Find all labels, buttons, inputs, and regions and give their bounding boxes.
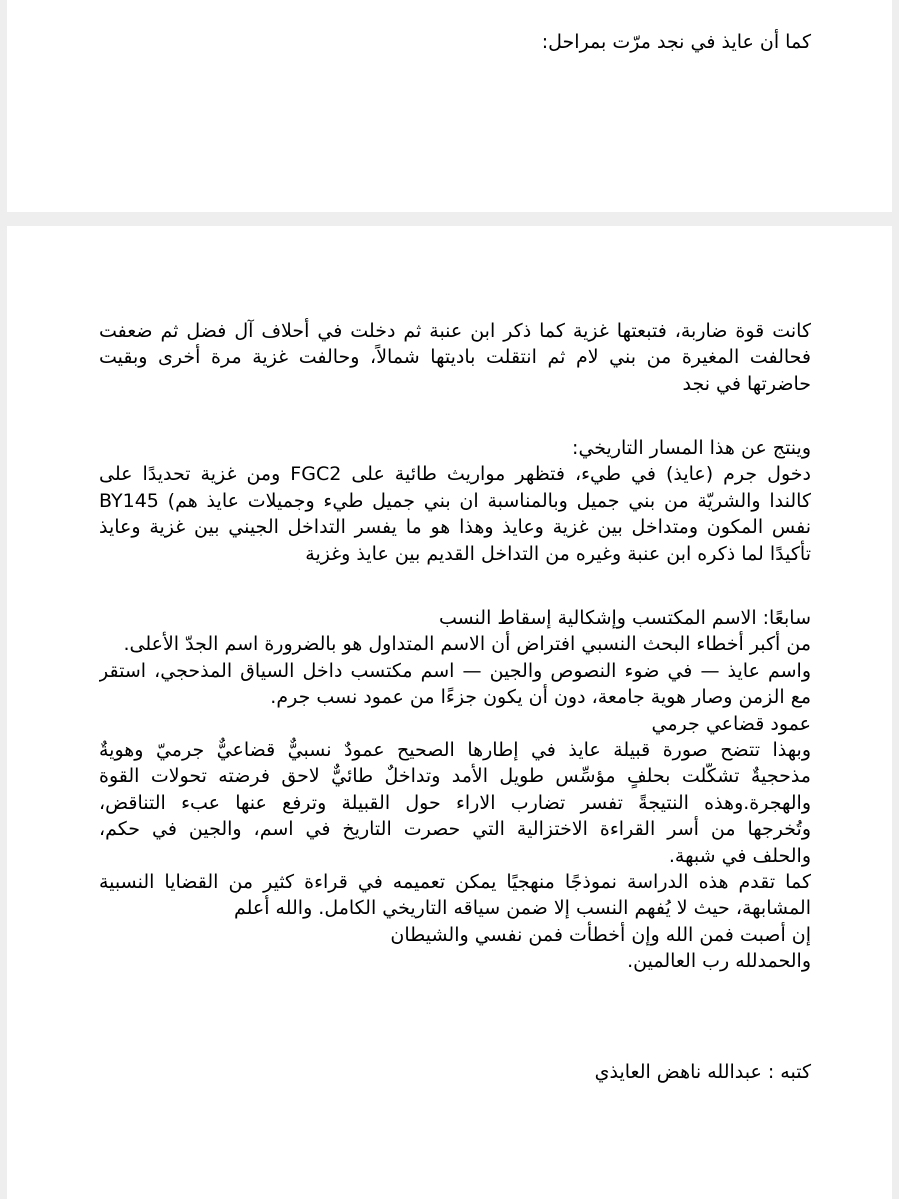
text-line: فحالفت المغيرة من بني لام ثم انتقلت باديتها شمالاً، وحالفت غزية مرة أخرى وبقيت <box>99 346 811 369</box>
text-line: عمود قضاعي جرمي <box>651 712 811 735</box>
text-line: والحلف في شبهة. <box>668 844 811 867</box>
signature-text: كتبه : عبدالله ناهض العايذي <box>594 1061 811 1083</box>
text-line: دخول جرم (عايذ) في طيء، فتظهر مواريث طائية على FGC2 ومن غزية تحديدًا على <box>99 463 811 486</box>
paragraph-result <box>99 435 811 567</box>
text-line: BY145 (كالندا والشريّة من بني جميل وبالمناسبة ان بني جميل طيء وجميلات عايذ هم <box>99 489 811 512</box>
text-line: وينتج عن هذا المسار التاريخي: <box>572 437 811 459</box>
text-line: والهجرة.وهذه النتيجةً تفسر تضارب الاراء حول القبيلة وترفع عنها عبء التناقض، <box>99 791 811 814</box>
text-line: مع الزمن وصار هوية جامعة، دون أن يكون جزءًا من عمود نسب جرم. <box>270 686 811 709</box>
text-line: إن أصبت فمن الله وإن أخطأت فمن نفسي والشيطان <box>390 923 811 946</box>
text-line: واسم عايذ — في ضوء النصوص والجين — اسم مكتسب داخل السياق المذحجي، استقر <box>99 659 811 682</box>
text-line: كما أن عايذ في نجد مرّت بمراحل: <box>541 31 811 53</box>
text-line: حاضرتها في نجد <box>682 372 811 395</box>
text-line: من أكبر أخطاء البحث النسبي افتراض أن الاسم المتداول هو بالضرورة اسم الجدّ الأعلى. <box>123 633 811 656</box>
paragraph-history <box>99 318 811 397</box>
top-page-text <box>99 29 811 55</box>
text-line: نفس المكون ومتداخل بين غزية وعايذ وهذا هو ما يفسر التداخل الجيني بين غزية وعايذ <box>99 516 811 539</box>
text-line: مذحجيةٌ تشكّلت بحلفٍ مؤسِّس طويل الأمد وتداخلٌ طائيٌّ لاحق فرضته تحولات القوة <box>99 765 811 788</box>
text-line: والحمدلله رب العالمين. <box>627 950 811 973</box>
signature <box>99 1059 811 1085</box>
text-line: كانت قوة ضاربة، فتبعتها غزية كما ذكر ابن عنبة ثم دخلت في أحلاف آل فضل ثم ضعفت <box>99 320 811 342</box>
text-line: تأكيدًا لما ذكره ابن عنبة وغيره من التداخل القديم بين عايذ وغزية <box>305 542 811 565</box>
text-line: المشابهة، حيث لا يُفهم النسب إلا ضمن سياقه التاريخي الكامل. والله أعلم <box>233 897 811 920</box>
text-line: وتُخرجها من أسر القراءة الاختزالية التي حصرت التاريخ في اسم، والجين في حكم، <box>99 818 811 841</box>
text-line: كما تقدم هذه الدراسة نموذجًا منهجيًا يمكن تعميمه في قراءة كثير من القضايا النسبية <box>99 870 811 893</box>
section-heading: سابعًا: الاسم المكتسب وإشكالية إسقاط النسب <box>438 607 811 629</box>
text-line: وبهذا تتضح صورة قبيلة عايذ في إطارها الصحيح عمودٌ نسبيٌّ قضاعيٌّ جرميّ وهويةٌ <box>99 738 811 761</box>
paragraph-section-seven <box>99 605 811 974</box>
